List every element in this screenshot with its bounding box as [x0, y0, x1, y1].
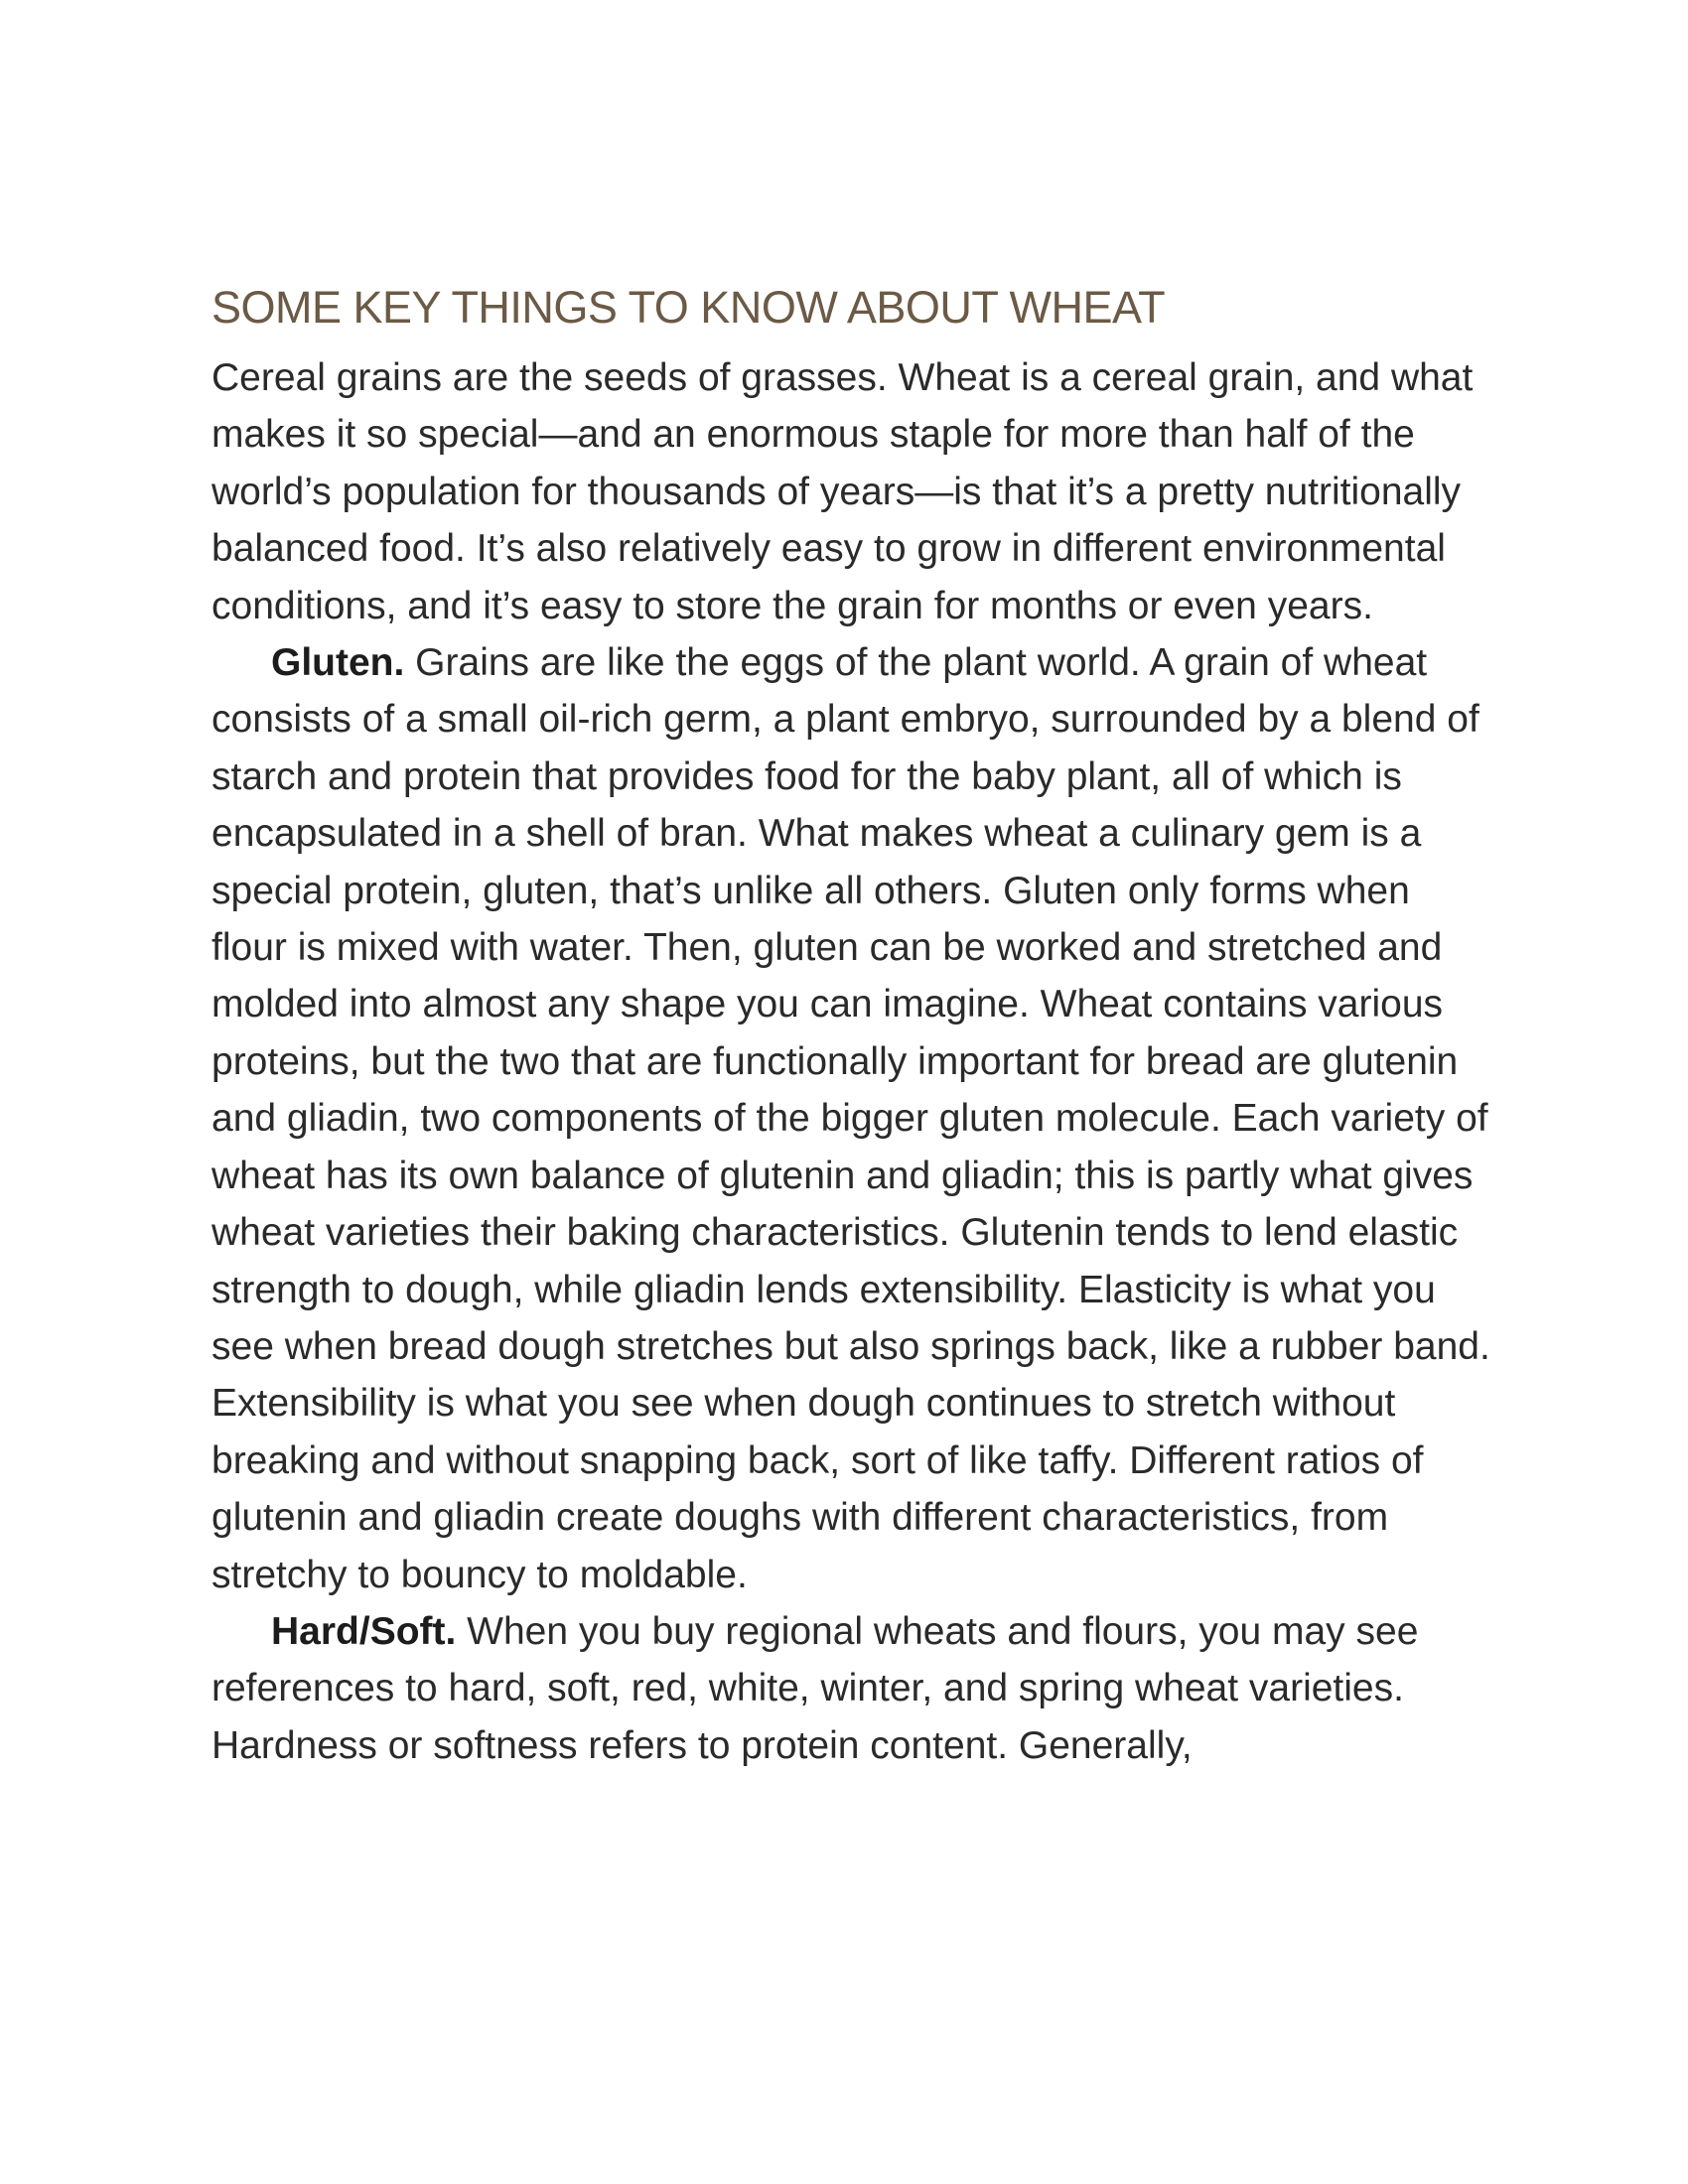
gluten-run-in-heading: Gluten.	[271, 641, 405, 685]
gluten-paragraph-text: Grains are like the eggs of the plant world. A grain of wheat consists of a small oil-rich germ, a plant embryo, surrounded by a blend of starch and protein that provides food for the baby plant, all of which is encapsulated in a shell of bran. What makes wheat a culinary gem is a special protein, gluten, that’s unlike all others. Gluten only forms when flour is mixed with water. Then, gluten can be worked and stretched and molded into almost any shape you can imagine. Wheat contains various proteins, but the two that are functionally important for bread are glutenin and gliadin, two components of the bigger gluten molecule. Each variety of wheat has its own balance of glutenin and gliadin; this is partly what gives wheat varieties their baking characteristics. Glutenin tends to lend elastic strength to dough, while gliadin lends extensibility. Elasticity is what you see when bread dough stretches but also springs back, like a rubber band. Extensibility is what you see when dough continues to stretch without breaking and without snapping back, sort of like taffy. Different ratios of glutenin and gliadin create doughs with different characteristics, from stretchy to bouncy to moldable.	[211, 641, 1490, 1596]
section-heading: SOME KEY THINGS TO KNOW ABOUT WHEAT	[211, 282, 1166, 333]
page-content	[211, 278, 1492, 1774]
hard-soft-paragraph	[211, 1603, 1492, 1774]
body-text	[211, 349, 1492, 1774]
gluten-paragraph	[211, 634, 1492, 1603]
hard-soft-paragraph-text: When you buy regional wheats and flours, you may see references to hard, soft, red, white, winter, and spring wheat varieties. Hardness or softness refers to protein content. Generally,	[211, 1609, 1419, 1767]
intro-paragraph: Cereal grains are the seeds of grasses. Wheat is a cereal grain, and what makes it so special—and an enormous staple for more than half of the world’s population for thousands of years—is that it’s a pretty nutritionally balanced food. It’s also relatively easy to grow in different environmental conditions, and it’s easy to store the grain for months or even years.	[211, 356, 1474, 627]
hard-soft-run-in-heading: Hard/Soft.	[271, 1609, 457, 1653]
